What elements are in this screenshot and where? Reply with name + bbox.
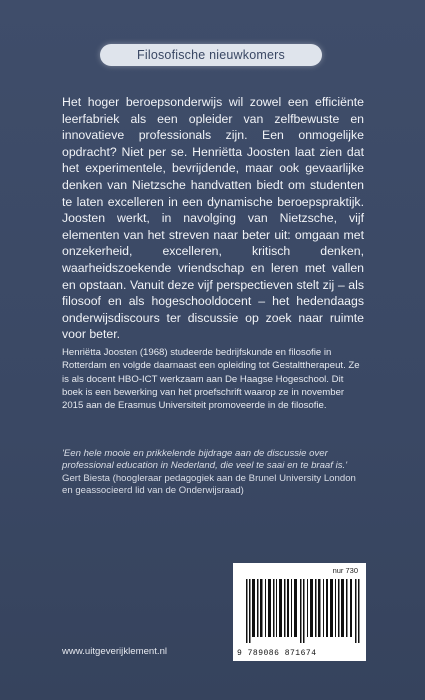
series-banner [100,44,322,66]
author-bio: Henriëtta Joosten (1968) studeerde bedrijfskunde en filosofie in Rotterdam en volgde daarnaast een opleiding tot Gestalttherapeut. Ze is als docent HBO-ICT werkzaam aan De Haagse Hogeschool. Dit boek is een bewerking van het proefschrift waarop ze in november 2015 aan de Erasmus Universiteit promoveerde in de filosofie. [62,347,360,412]
barcode-icon [246,579,360,643]
publisher-website: www.uitgeverijklement.nl [62,646,168,657]
nur-code: nur 730 [332,566,358,575]
quote-text: 'Een hele mooie en prikkelende bijdrage aan de discussie over professional education in Nederland, die veel te saai en te braaf is.' [62,448,348,472]
isbn-number: 9 789086 871674 [237,649,317,658]
quote-attribution: Gert Biesta (hoogleraar pedagogiek aan de Brunel University London en geassocieerd lid van de Onderwijsraad) [62,472,356,497]
endorsement-quote [62,448,364,498]
barcode-box [233,563,366,661]
blurb-text: Het hoger beroepsonderwijs wil zowel een efficiënte leerfabriek als een opleider van zelfbewuste en innovatieve professionals zijn. Een onmogelijke opdracht? Niet per se. Henriëtta Joosten laat zien dat het experimentele, bevrijdende, maar ook gevaarlijke denken van Nietzsche handvatten biedt om studenten te laten excelleren in een dynamische beroepspraktijk. Joosten werkt, in navolging van Nietzsche, vijf elementen van het streven naar beter uit: omgaan met onzekerheid, excelleren, kritisch denken, waarheidszoekende vriendschap en leren met vallen en opstaan. Vanuit deze vijf perspectieven stelt zij – als filosoof en als hogeschooldocent – het hedendaags onderwijsdiscours ter discussie op zoek naar ruimte voor beter. [62,95,364,342]
series-label: Filosofische nieuwkomers [137,48,285,62]
